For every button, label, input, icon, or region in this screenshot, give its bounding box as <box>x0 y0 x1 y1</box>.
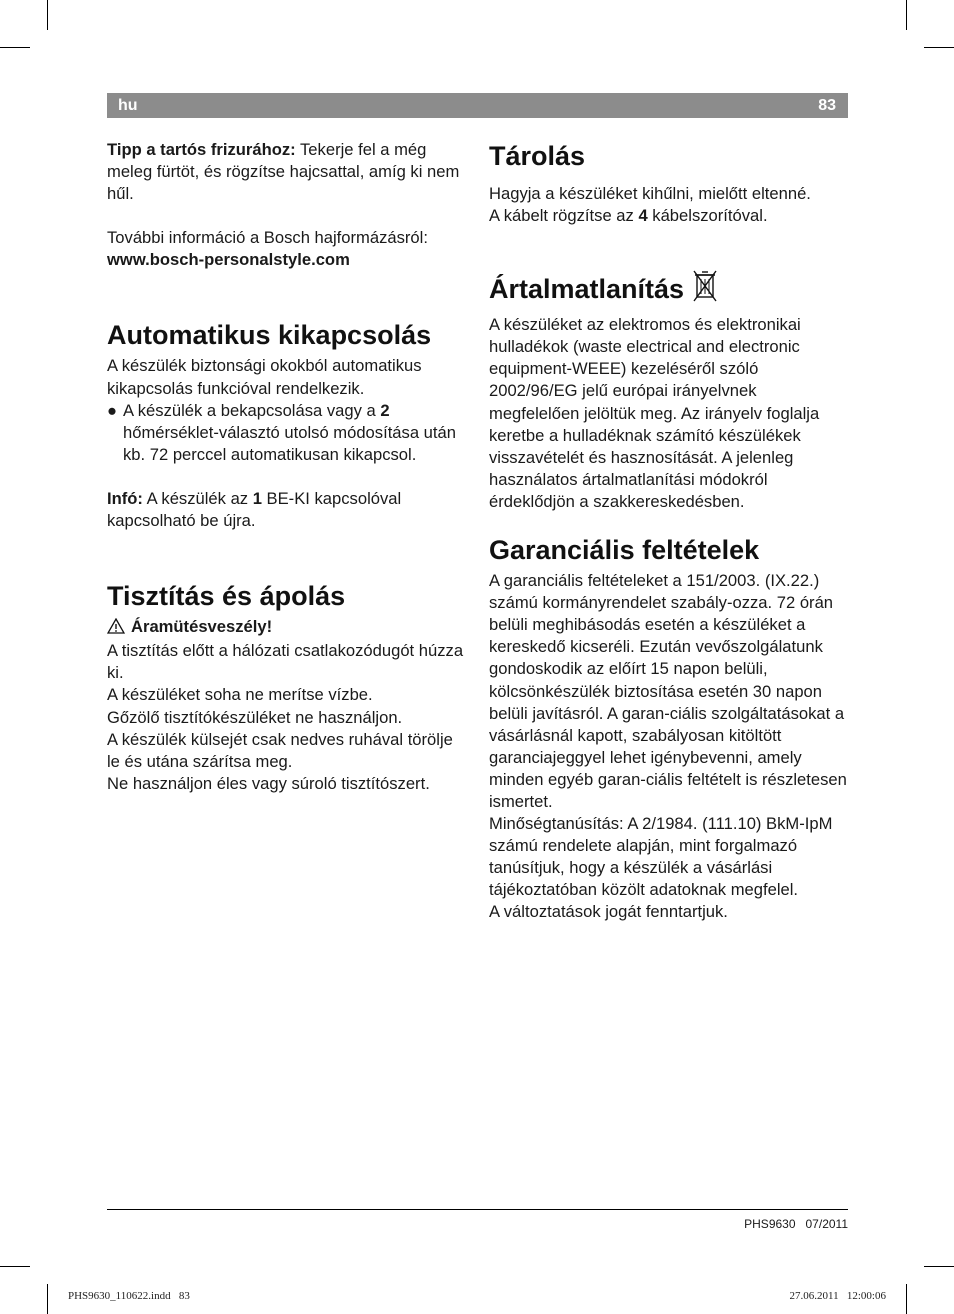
bullet-marker: ● <box>107 400 118 420</box>
bullet-text: hőmérséklet-választó utolsó módosítása után kb. 72 perccel automatikusan kikapcsol. <box>123 422 456 464</box>
note-text: BE-KI kapcsolóval kapcsolható be újra. <box>107 488 402 531</box>
auto-off-intro: A készülék biztonsági okokból automatikus kikapcsolás funkcióval rendelkezik. <box>107 356 422 398</box>
warranty-heading: Garanciális feltételek <box>489 535 760 566</box>
cleaning-line: Ne használjon éles vagy súroló tisztítószert. <box>107 773 430 793</box>
note-text: A készülék az <box>142 488 253 508</box>
language-code: hu <box>118 97 138 114</box>
crop-mark <box>0 47 30 48</box>
bullet-text: A készülék a bekapcsolása vagy a <box>123 400 381 420</box>
reservation-text: A változtatások jogát fenntartjuk. <box>489 902 728 922</box>
info-note <box>107 488 469 532</box>
print-slug-date: 27.06.2011 12:00:06 <box>789 1290 886 1302</box>
tip-paragraph <box>107 139 469 205</box>
list-item <box>107 400 469 466</box>
cleaning-line: A készüléket soha ne merítse vízbe. <box>107 685 373 705</box>
cleaning-heading: Tisztítás és ápolás <box>107 581 346 612</box>
crop-mark <box>906 1284 907 1314</box>
crop-mark <box>0 1266 30 1267</box>
crop-mark <box>906 0 907 30</box>
cleaning-line: A tisztítás előtt a hálózati csatlakozódugót húzza ki. <box>107 641 464 683</box>
crop-mark <box>47 1284 48 1314</box>
storage-text-2 <box>489 205 851 227</box>
footer-divider <box>107 1209 848 1210</box>
certification-text: Minőségtanúsítás: A 2/1984. (111.10) BkM-IpM számú rendelete alapján, mint forgalmazó tanúsítjuk, hogy a készülék a vásárlási tájékoztatóban közölt adatoknak megfelel. <box>489 814 833 900</box>
cable-clip-ref: 4 <box>638 206 648 226</box>
crop-mark <box>924 47 954 48</box>
temperature-selector-ref: 2 <box>380 400 390 420</box>
warning-text: Áramütésveszély! <box>131 617 273 637</box>
cleaning-line: Gőzölő tisztítókészüléket ne használjon. <box>107 707 403 727</box>
crop-mark <box>47 0 48 30</box>
left-column <box>107 139 469 795</box>
tip-label: Tipp a tartós frizurához: <box>107 140 296 159</box>
storage-heading: Tárolás <box>489 141 586 171</box>
print-slug-file: PHS9630_110622.indd 83 <box>68 1290 190 1302</box>
warning-line <box>107 616 469 640</box>
disposal-heading-text: Ártalmatlanítás <box>489 274 685 305</box>
info-text: További információ a Bosch hajformázásról: <box>107 228 428 248</box>
tip-text: Tekerje fel a még meleg fürtöt, és rögzítse hajcsattal, amíg ki nem hűl. <box>107 140 460 204</box>
page-header <box>107 93 848 118</box>
cleaning-line: A készülék külsejét csak nedves ruhával törölje le és utána szárítsa meg. <box>107 729 453 771</box>
storage-text: Hagyja a készüléket kihűlni, mielőtt eltenné. <box>489 184 811 203</box>
switch-ref: 1 <box>252 488 262 508</box>
warning-triangle-icon <box>107 618 125 640</box>
weee-bin-icon <box>692 269 718 311</box>
crop-mark <box>924 1266 954 1267</box>
auto-off-heading: Automatikus kikapcsolás <box>107 320 432 351</box>
storage-text: A kábelt rögzítse az <box>489 206 639 226</box>
warranty-text: A garanciális feltételeket a 151/2003. (IX.22.) számú kormányrendelet szabály-ozza. 72 órán belüli meghibásodás esetén a készüléket a kereskedő kicseréli. Ezután vevőszolgálatunk gondoskodik az előírt 15 napon belüli, kölcsönkészülék biztosítása esetén 30 napon belüli javításról. A garan-ciális szolgáltatásokat a vásárlásnál kapott, szabályosan kitöltött garanciajeggyel lehet igénybevenni, amely minden egyéb garan-ciális feltételt is részletesen ismertet. <box>489 571 847 811</box>
page-number: 83 <box>818 97 836 114</box>
footer-model-date: PHS9630 07/2011 <box>744 1217 848 1231</box>
disposal-text: A készüléket az elektromos és elektronikai hulladékok (waste electrical and electronic equipment-WEEE) kezeléséről szóló 2002/96/EG jelű európai irányelvnek megfelelően jelöltük meg. Az irányelv foglalja keretbe a hulladéknak számító készülékek visszavételét és hasznosítását. A jelenleg használatos ártalmatlanítási módokról érdeklődjön a szakkereskedésben. <box>489 315 820 511</box>
right-column <box>489 139 851 924</box>
note-label: Infó: <box>107 488 143 508</box>
info-url[interactable]: www.bosch-personalstyle.com <box>107 250 350 270</box>
disposal-heading <box>489 269 851 311</box>
storage-text: kábelszorítóval. <box>647 206 768 226</box>
